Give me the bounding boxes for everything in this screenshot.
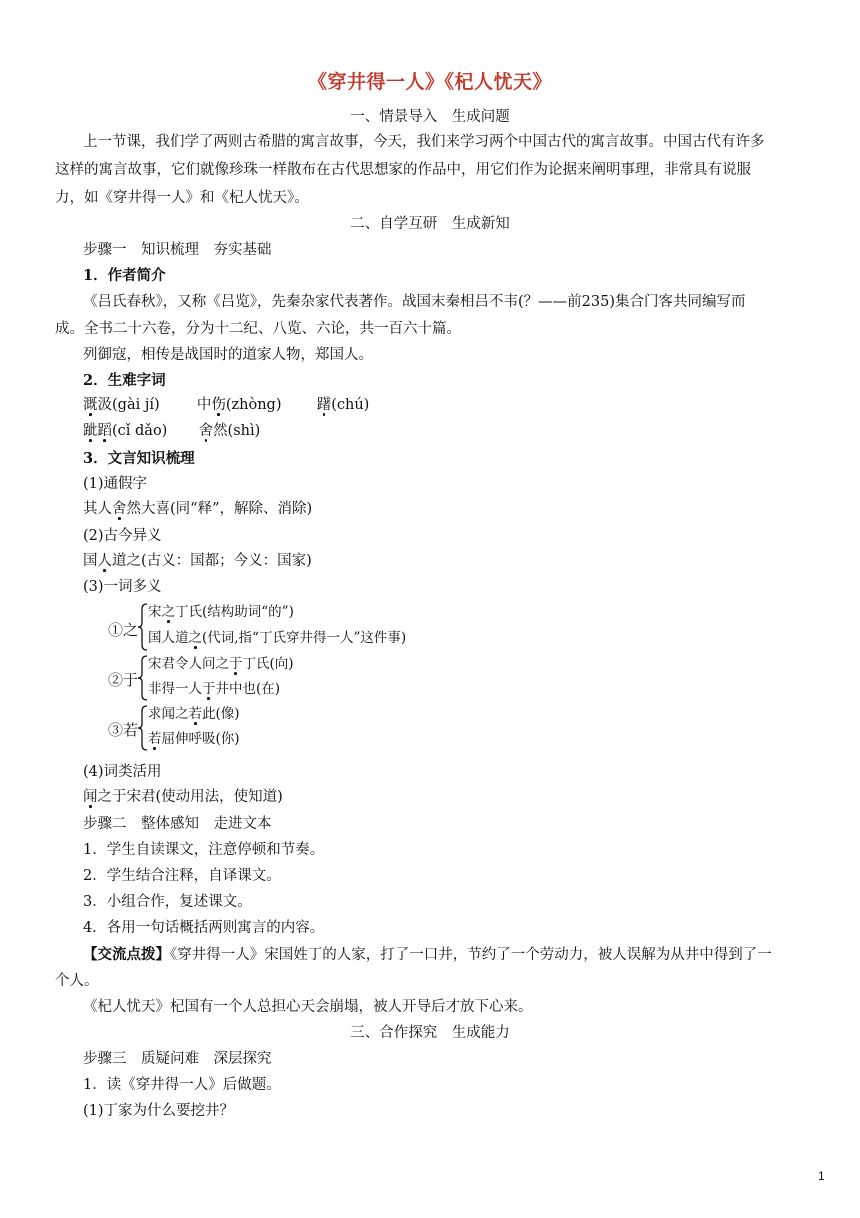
- word-ci: 跐: [83, 423, 98, 439]
- tongjia-line: 其人舍然大喜(同“释”，解除、消除): [83, 501, 313, 517]
- step2-heading: 步骤二 整体感知 走进文本: [83, 816, 272, 832]
- author-para-line1: 《吕氏春秋》，又称《吕览》，先秦杂家代表著作。战国末秦相吕不韦(？——前235)集合门客共同编写而: [83, 294, 746, 310]
- yici-label-zhi: ①之: [108, 621, 139, 639]
- words-line2: 跐蹈(cǐ dǎo) 舍然(shì): [83, 423, 261, 439]
- brace-icon: [138, 705, 148, 751]
- task-3: 3．小组合作，复述课文。: [83, 894, 252, 910]
- yici-yu-line2: 非得一人于井中也(在): [148, 681, 281, 697]
- word-chu: 躇: [316, 397, 332, 413]
- question-1-1: (1)丁家为什么要挖井？: [83, 1103, 235, 1119]
- author-title: 1．作者简介: [83, 267, 166, 284]
- tongjia-title: (1)通假字: [83, 476, 148, 492]
- yici-label-ruo: ③若: [108, 721, 139, 739]
- section1-para-line3: 力，如《穿井得一人》和《杞人忧天》。: [55, 190, 309, 206]
- question-1: 1．读《穿井得一人》后做题。: [83, 1077, 281, 1093]
- section2-heading: 二、自学互研 生成新知: [350, 216, 510, 232]
- words-line1: 溉汲(gài jí) 中伤(zhòng) 躇(chú): [83, 397, 370, 413]
- gujin-title: (2)古今异义: [83, 528, 162, 544]
- word-gai: 溉: [83, 397, 98, 413]
- brace-icon: [138, 655, 148, 701]
- word-shang: 伤: [211, 397, 226, 413]
- yici-zhi-line1: 宋之丁氏(结构助词“的”): [148, 604, 294, 620]
- yici-zhi-line2: 国人道之(代词,指“丁氏穿井得一人”这件事): [148, 630, 407, 646]
- author-para-line2: 成。全书二十六卷，分为十二纪、八览、六论，共一百六十篇。: [55, 321, 461, 337]
- liezi-line: 列御寇，相传是战国时的道家人物，郑国人。: [83, 347, 373, 363]
- step1-heading: 步骤一 知识梳理 夯实基础: [83, 242, 272, 258]
- yici-yu-line1: 宋君令人问之于丁氏(向): [148, 656, 294, 672]
- words-title: 2．生难字词: [83, 372, 166, 389]
- yici-title: (3)一词多义: [83, 579, 162, 595]
- section1-para-line1: 上一节课，我们学了两则古希腊的寓言故事，今天，我们来学习两个中国古代的寓言故事。中国古代有许多: [83, 134, 765, 150]
- classical-title: 3．文言知识梳理: [83, 450, 195, 467]
- huoyong-line: 闻之于宋君(使动用法，使知道): [83, 789, 283, 805]
- brace-icon: [138, 603, 148, 651]
- page-number: 1: [818, 1169, 825, 1183]
- section1-heading: 一、情景导入 生成问题: [350, 109, 510, 125]
- exchange-line3: 《杞人忧天》杞国有一个人总担心天会崩塌，被人开导后才放下心来。: [83, 999, 533, 1015]
- huoyong-title: (4)词类活用: [83, 764, 162, 780]
- task-4: 4．各用一句话概括两则寓言的内容。: [83, 920, 325, 936]
- section1-para-line2: 这样的寓言故事，它们就像珍珠一样散布在古代思想家的作品中，用它们作为论据来阐明事理，非常具有说服: [55, 162, 751, 178]
- task-2: 2．学生结合注释，自译课文。: [83, 868, 281, 884]
- exchange-line2: 个人。: [55, 973, 99, 989]
- page-title: 《穿井得一人》《杞人忧天》: [307, 71, 552, 93]
- yici-label-yu: ②于: [108, 671, 139, 689]
- word-she: 舍: [198, 423, 214, 439]
- step3-heading: 步骤三 质疑问难 深层探究: [83, 1051, 272, 1067]
- section3-heading: 三、合作探究 生成能力: [350, 1025, 510, 1041]
- exchange-line1: 【交流点拨】《穿井得一人》宋国姓丁的人家，打了一口井，节约了一个劳动力，被人误解为从井中得到了一: [83, 946, 772, 963]
- exchange-label: 【交流点拨】: [83, 946, 170, 963]
- gujin-line: 国人道之(古义：国都；今义：国家): [83, 553, 312, 569]
- task-1: 1．学生自读课文，注意停顿和节奏。: [83, 842, 325, 858]
- yici-ruo-line1: 求闻之若此(像): [148, 706, 240, 722]
- yici-ruo-line2: 若屈伸呼吸(你): [148, 731, 240, 747]
